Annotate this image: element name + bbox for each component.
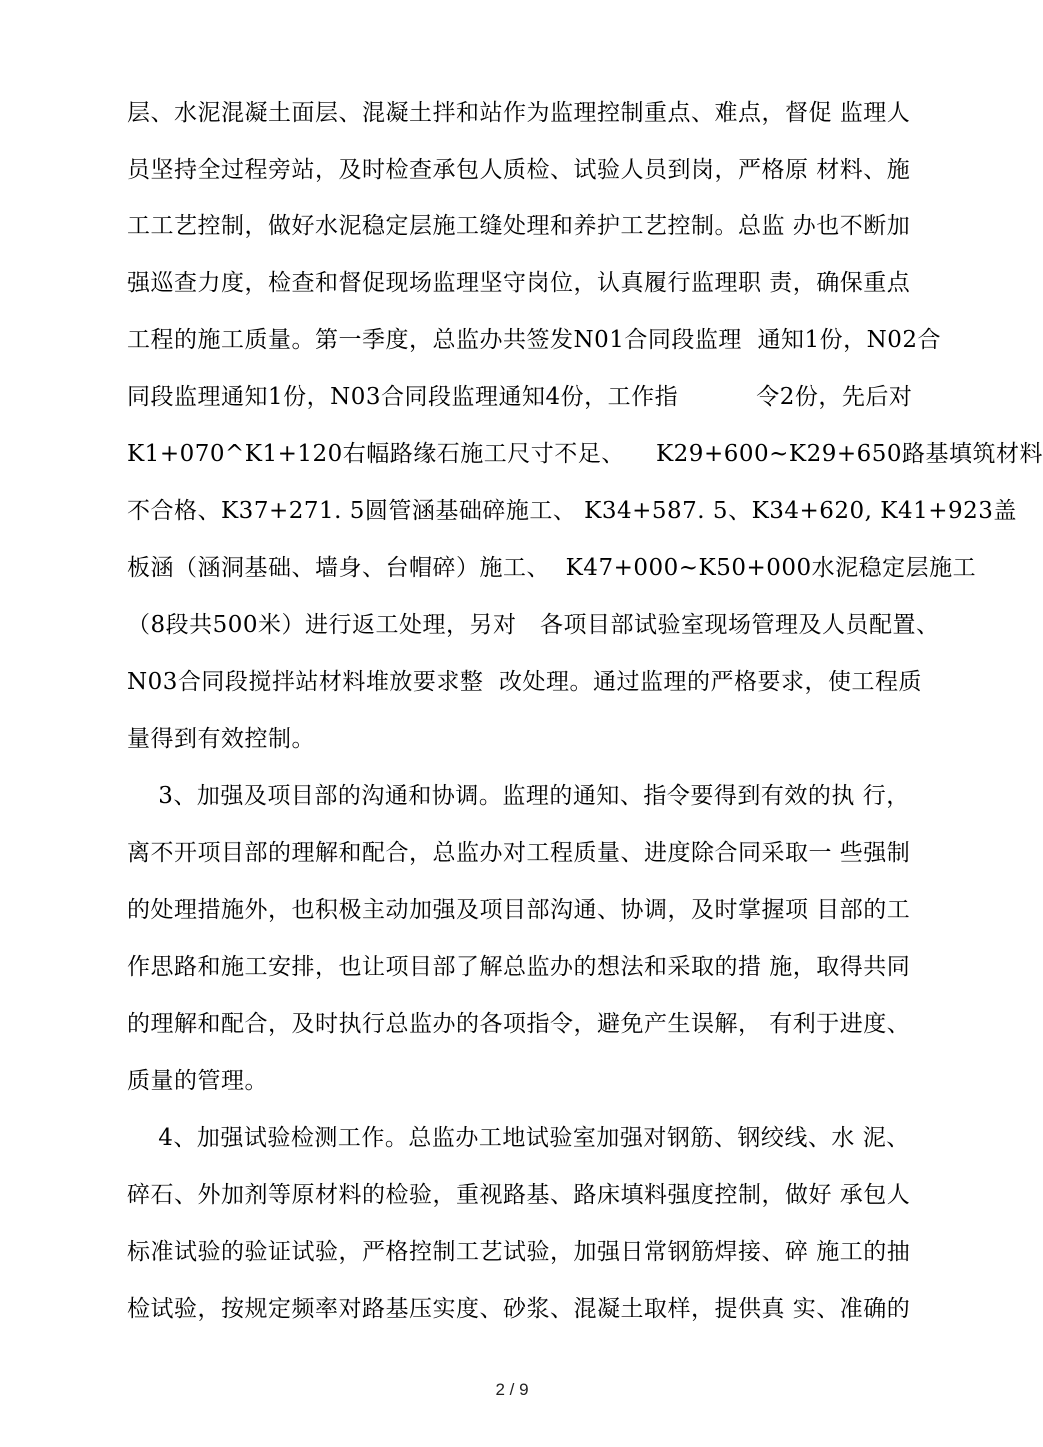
text-line: 质量的管理。 xyxy=(127,1068,268,1094)
text-line: 的处理措施外，也积极主动加强及项目部沟通、协调，及时掌握项 目部的工 xyxy=(127,897,911,923)
text-line: 工程的施工质量。第一季度，总监办共签发N01合同段监理 通知1份，N02合 xyxy=(127,327,942,353)
text-line: 员坚持全过程旁站，及时检查承包人质检、试验人员到岗，严格原 材料、施 xyxy=(127,157,911,183)
text-line: 的理解和配合，及时执行总监办的各项指令，避免产生误解， 有利于进度、 xyxy=(127,1011,911,1037)
text-line: K1+070^K1+120右幅路缘石施工尺寸不足、 K29+600~K29+650路基填筑材料 xyxy=(127,441,1043,467)
text-line: 强巡查力度，检查和督促现场监理坚守岗位，认真履行监理职 责，确保重点 xyxy=(127,270,911,296)
page-number: 2 / 9 xyxy=(495,1380,529,1399)
text-line: N03合同段搅拌站材料堆放要求整 改处理。通过监理的严格要求，使工程质 xyxy=(127,669,923,695)
text-line: 检试验，按规定频率对路基压实度、砂浆、混凝土取样，提供真 实、准确的 xyxy=(127,1296,911,1322)
text-line: 不合格、K37+271. 5圆管涵基础碎施工、 K34+587. 5、K34+620, K41+923盖 xyxy=(127,498,1017,524)
text-line: 4、加强试验检测工作。总监办工地试验室加强对钢筋、钢绞线、水 泥、 xyxy=(127,1125,910,1151)
text-line: 作思路和施工安排，也让项目部了解总监办的想法和采取的措 施，取得共同 xyxy=(127,954,911,980)
text-line: 工工艺控制，做好水泥稳定层施工缝处理和养护工艺控制。总监 办也不断加 xyxy=(127,213,911,239)
text-line: 碎石、外加剂等原材料的检验，重视路基、路床填料强度控制，做好 承包人 xyxy=(127,1182,911,1208)
text-line: 同段监理通知1份，N03合同段监理通知4份，工作指 令2份，先后对 xyxy=(127,384,913,410)
text-line: 3、加强及项目部的沟通和协调。监理的通知、指令要得到有效的执 行， xyxy=(127,783,910,809)
text-line: 离不开项目部的理解和配合，总监办对工程质量、进度除合同采取一 些强制 xyxy=(127,840,911,866)
text-line: 层、水泥混凝土面层、混凝土拌和站作为监理控制重点、难点，督促 监理人 xyxy=(127,100,911,126)
text-line: 量得到有效控制。 xyxy=(127,726,315,752)
text-line: 板涵（涵洞基础、墙身、台帽碎）施工、 K47+000~K50+000水泥稳定层施工 xyxy=(127,555,977,581)
text-line: （8段共500米）进行返工处理，另对 各项目部试验室现场管理及人员配置、 xyxy=(127,612,940,638)
text-line: 标准试验的验证试验，严格控制工艺试验，加强日常钢筋焊接、碎 施工的抽 xyxy=(127,1239,911,1265)
